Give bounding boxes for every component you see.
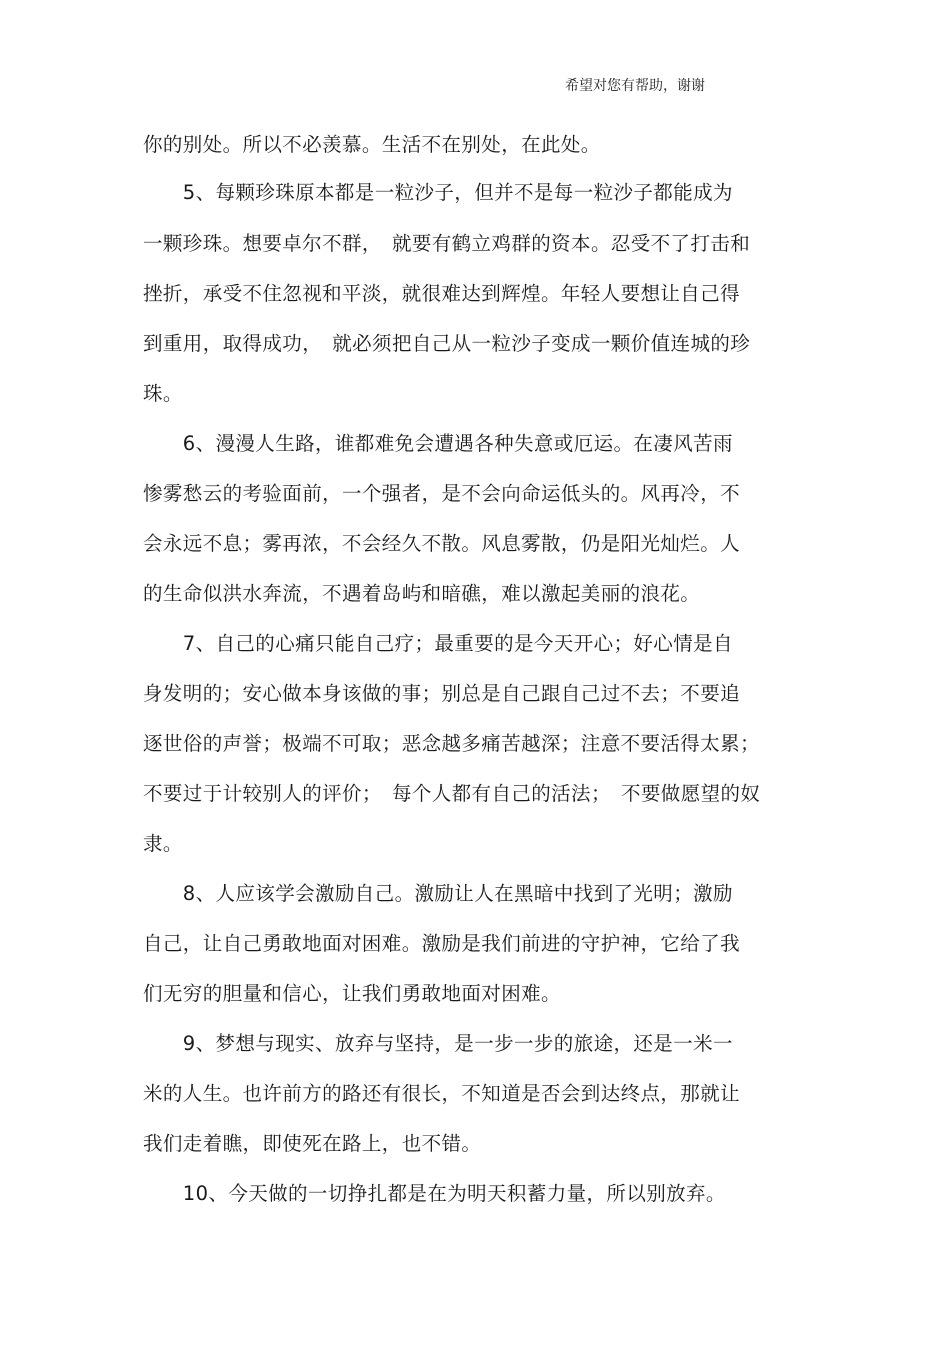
text-line: 的生命似洪水奔流，不遇着岛屿和暗礁，难以激起美丽的浪花。 [143,582,701,605]
text-line: 会永远不息；雾再浓，不会经久不散。风息雾散，仍是阳光灿烂。人 [143,532,741,555]
page-header: 希望对您有帮助，谢谢 [565,78,705,94]
text-line: 到重用，取得成功， 就必须把自己从一粒沙子变成一颗价值连城的珍 [143,332,751,355]
text-line: 逐世俗的声誉；极端不可取；恶念越多痛苦越深；注意不要活得太累； [143,732,760,755]
text-line: 身发明的；安心做本身该做的事；别总是自己跟自己过不去；不要追 [143,682,741,705]
text-line: 珠。 [143,382,183,405]
text-line: 惨雾愁云的考验面前，一个强者，是不会向命运低头的。风再冷，不 [143,482,741,505]
text-line: 6、漫漫人生路，谁都难免会遭遇各种失意或厄运。在凄风苦雨 [143,432,733,455]
text-line: 不要过于计较别人的评价； 每个人都有自己的活法； 不要做愿望的奴 [143,782,761,805]
text-line: 们无穷的胆量和信心，让我们勇敢地面对困难。 [143,982,561,1005]
text-line: 10、今天做的一切挣扎都是在为明天积蓄力量，所以别放弃。 [143,1182,726,1205]
text-line: 挫折，承受不住忽视和平淡，就很难达到辉煌。年轻人要想让自己得 [143,282,741,305]
text-line: 9、梦想与现实、放弃与坚持，是一步一步的旅途，还是一米一 [143,1032,733,1055]
text-line: 一颗珍珠。想要卓尔不群， 就要有鹤立鸡群的资本。忍受不了打击和 [143,232,751,255]
text-line: 你的别处。所以不必羡慕。生活不在别处，在此处。 [143,133,601,156]
text-line: 7、自己的心痛只能自己疗；最重要的是今天开心；好心情是自 [143,632,733,655]
text-line: 我们走着瞧，即使死在路上，也不错。 [143,1132,482,1155]
text-line: 米的人生。也许前方的路还有很长，不知道是否会到达终点，那就让 [143,1082,741,1105]
text-line: 8、人应该学会激励自己。激励让人在黑暗中找到了光明；激励 [143,882,733,905]
text-line: 5、每颗珍珠原本都是一粒沙子，但并不是每一粒沙子都能成为 [143,181,733,204]
text-line: 隶。 [143,832,183,855]
text-line: 自己，让自己勇敢地面对困难。激励是我们前进的守护神，它给了我 [143,932,741,955]
